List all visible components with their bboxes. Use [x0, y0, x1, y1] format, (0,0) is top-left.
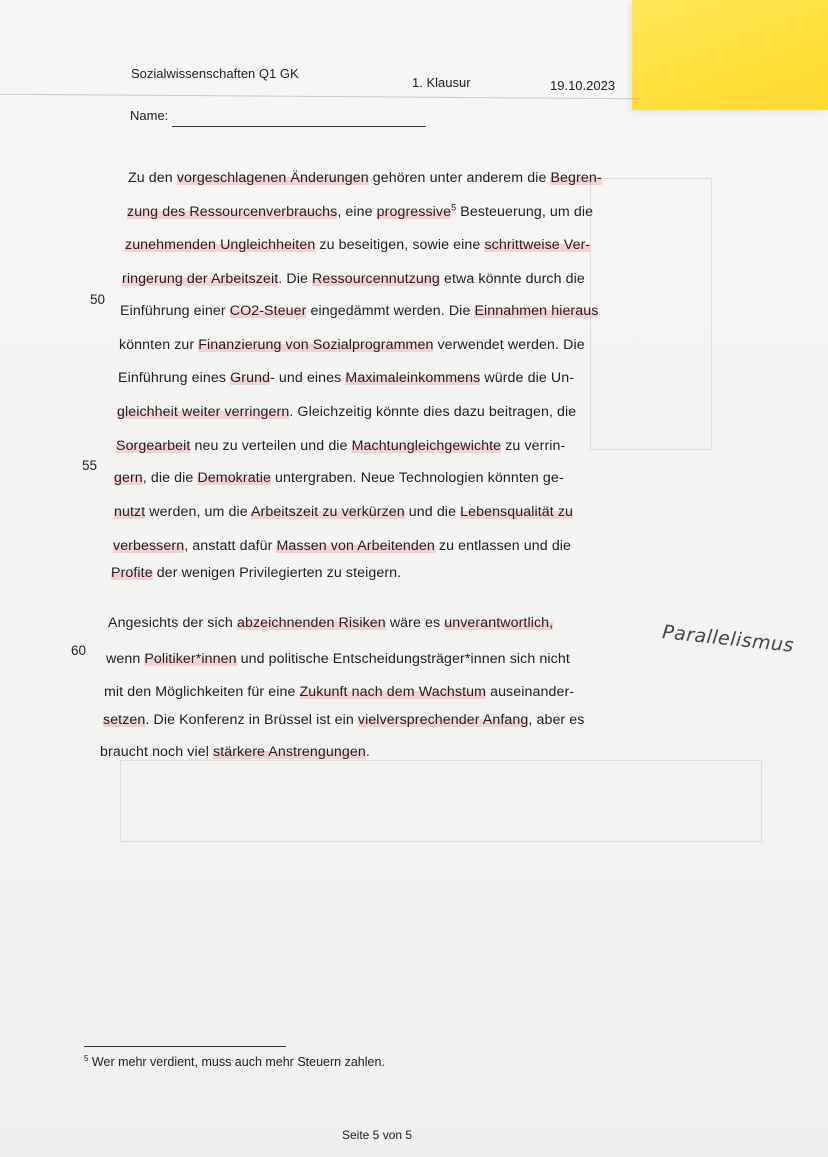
- footnote-rule: [84, 1046, 286, 1047]
- highlighted-text: Sorgearbeit: [116, 438, 191, 454]
- text-segment: wäre es: [385, 615, 445, 631]
- text-segment: zu beseitigen, sowie eine: [315, 237, 485, 253]
- highlighted-text: Demokratie: [197, 470, 271, 486]
- highlighted-text: Politiker*innen: [144, 651, 237, 667]
- text-segment: , die die: [142, 470, 198, 486]
- text-segment: mit den Möglichkeiten für eine: [104, 684, 300, 700]
- p1-line-8: [117, 404, 576, 420]
- text-segment: werden, um die: [145, 504, 251, 520]
- text-segment: Einführung eines: [118, 370, 231, 386]
- text-segment: verwendet werden. Die: [433, 337, 585, 353]
- highlighted-text: Arbeitszeit zu verkürzen: [250, 504, 405, 520]
- header-rule: [0, 94, 640, 99]
- highlighted-text: unverantwortlich,: [444, 615, 554, 631]
- text-segment: wenn: [106, 651, 145, 667]
- footnote: [84, 1055, 385, 1069]
- text-segment: . Die: [278, 271, 313, 287]
- p1-line-10: [114, 470, 564, 486]
- line-number-60: 60: [71, 643, 87, 658]
- p1-line-13: [111, 565, 401, 581]
- text-segment: der wenigen Privilegierten zu steigern.: [152, 565, 402, 581]
- course-title: Sozialwissenschaften Q1 GK: [131, 66, 299, 81]
- p1-line-3: [125, 237, 590, 253]
- text-segment: braucht noch viel: [100, 744, 213, 760]
- p2-line-5: [100, 744, 370, 760]
- p2-line-2: [106, 651, 570, 667]
- highlighted-text: Lebensqualität zu: [460, 504, 574, 520]
- highlighted-text: ringerung der Arbeitszeit: [122, 271, 279, 287]
- highlighted-text: progressive: [376, 204, 452, 220]
- highlighted-text: verbessern: [113, 538, 185, 554]
- text-segment: eingedämmt werden. Die: [306, 303, 475, 319]
- p1-line-7: [118, 370, 574, 386]
- p1-line-2: [127, 204, 593, 220]
- p1-line-9: [116, 438, 565, 454]
- text-segment: und die: [404, 504, 461, 520]
- exam-title: 1. Klausur: [412, 75, 471, 90]
- text-segment: zu entlassen und die: [434, 538, 572, 554]
- highlighted-text: vorgeschlagenen Änderungen: [176, 170, 369, 186]
- p1-line-11: [114, 504, 573, 520]
- p2-line-1: [108, 615, 553, 631]
- highlighted-text: Machtungleichgewichte: [351, 438, 502, 454]
- highlighted-text: Begren-: [550, 170, 602, 186]
- highlighted-text: Grund: [230, 370, 271, 386]
- name-line: [172, 126, 426, 127]
- p1-line-12: [113, 538, 571, 554]
- highlighted-text: vielversprechender Anfang: [357, 712, 529, 728]
- text-segment: - und eines: [270, 370, 346, 386]
- p1-line-6: [119, 337, 585, 353]
- text-segment: . Die Konferenz in Brüssel ist ein: [145, 712, 358, 728]
- highlighted-text: Einnahmen hieraus: [474, 303, 599, 319]
- footnote-marker: 5: [84, 1053, 89, 1063]
- bleed-through-box: [590, 178, 712, 450]
- exam-date: 19.10.2023: [550, 78, 616, 93]
- text-segment: auseinander-: [486, 684, 575, 700]
- page-number: Seite 5 von 5: [342, 1128, 413, 1142]
- p2-line-3: [104, 684, 574, 700]
- line-number-50: 50: [90, 292, 106, 307]
- text-segment: , eine: [337, 204, 377, 220]
- highlighted-text: stärkere Anstrengungen: [213, 744, 366, 760]
- p2-line-4: [103, 712, 584, 728]
- highlighted-text: schrittweise Ver-: [484, 237, 591, 253]
- text-segment: könnten zur: [119, 337, 199, 353]
- text-segment: Zu den: [128, 170, 177, 186]
- footnote-text: Wer mehr verdient, muss auch mehr Steuern zahlen.: [88, 1055, 385, 1069]
- highlighted-text: zunehmenden Ungleichheiten: [125, 237, 316, 253]
- highlighted-text: Ressourcennutzung: [312, 271, 440, 287]
- highlighted-text: CO2-Steuer: [229, 303, 307, 319]
- line-number-55: 55: [82, 458, 98, 473]
- p1-line-5: [120, 303, 598, 319]
- text-segment: neu zu verteilen und die: [190, 438, 352, 454]
- p1-line-1: [128, 170, 602, 186]
- highlighted-text: nutzt: [114, 504, 146, 520]
- highlighted-text: setzen: [103, 712, 146, 728]
- highlighted-text: Maximaleinkommens: [345, 370, 481, 386]
- sticky-note: [632, 0, 828, 110]
- handwritten-margin-note: Parallelismus: [661, 621, 796, 657]
- text-segment: würde die Un-: [480, 370, 575, 386]
- text-segment: untergraben. Neue Technologien könnten ge-: [270, 470, 564, 486]
- text-segment: Besteuerung, um die: [456, 204, 594, 220]
- text-segment: Einführung einer: [120, 303, 230, 319]
- bleed-through-table: [120, 760, 762, 842]
- text-segment: . Gleichzeitig könnte dies dazu beitragen, die: [289, 404, 577, 420]
- highlighted-text: abzeichnenden Risiken: [236, 615, 386, 631]
- highlighted-text: Profite: [111, 565, 153, 581]
- highlighted-text: zung des Ressourcenverbrauchs: [127, 204, 338, 220]
- text-segment: , aber es: [528, 712, 585, 728]
- text-segment: .: [365, 744, 370, 760]
- name-label: Name:: [130, 108, 169, 123]
- footnote-marker: 5: [451, 202, 457, 213]
- highlighted-text: Massen von Arbeitenden: [276, 538, 435, 554]
- highlighted-text: gleichheit weiter verringern: [117, 404, 290, 420]
- text-segment: Angesichts der sich: [108, 615, 237, 631]
- text-segment: zu verrin-: [501, 438, 566, 454]
- text-segment: und politische Entscheidungsträger*innen sich nicht: [236, 651, 570, 667]
- text-segment: , anstatt dafür: [184, 538, 277, 554]
- p1-line-4: [122, 271, 585, 287]
- text-segment: gehören unter anderem die: [368, 170, 551, 186]
- highlighted-text: Finanzierung von Sozialprogrammen: [198, 337, 434, 353]
- highlighted-text: gern: [114, 470, 143, 486]
- text-segment: etwa könnte durch die: [439, 271, 585, 287]
- highlighted-text: Zukunft nach dem Wachstum: [299, 684, 487, 700]
